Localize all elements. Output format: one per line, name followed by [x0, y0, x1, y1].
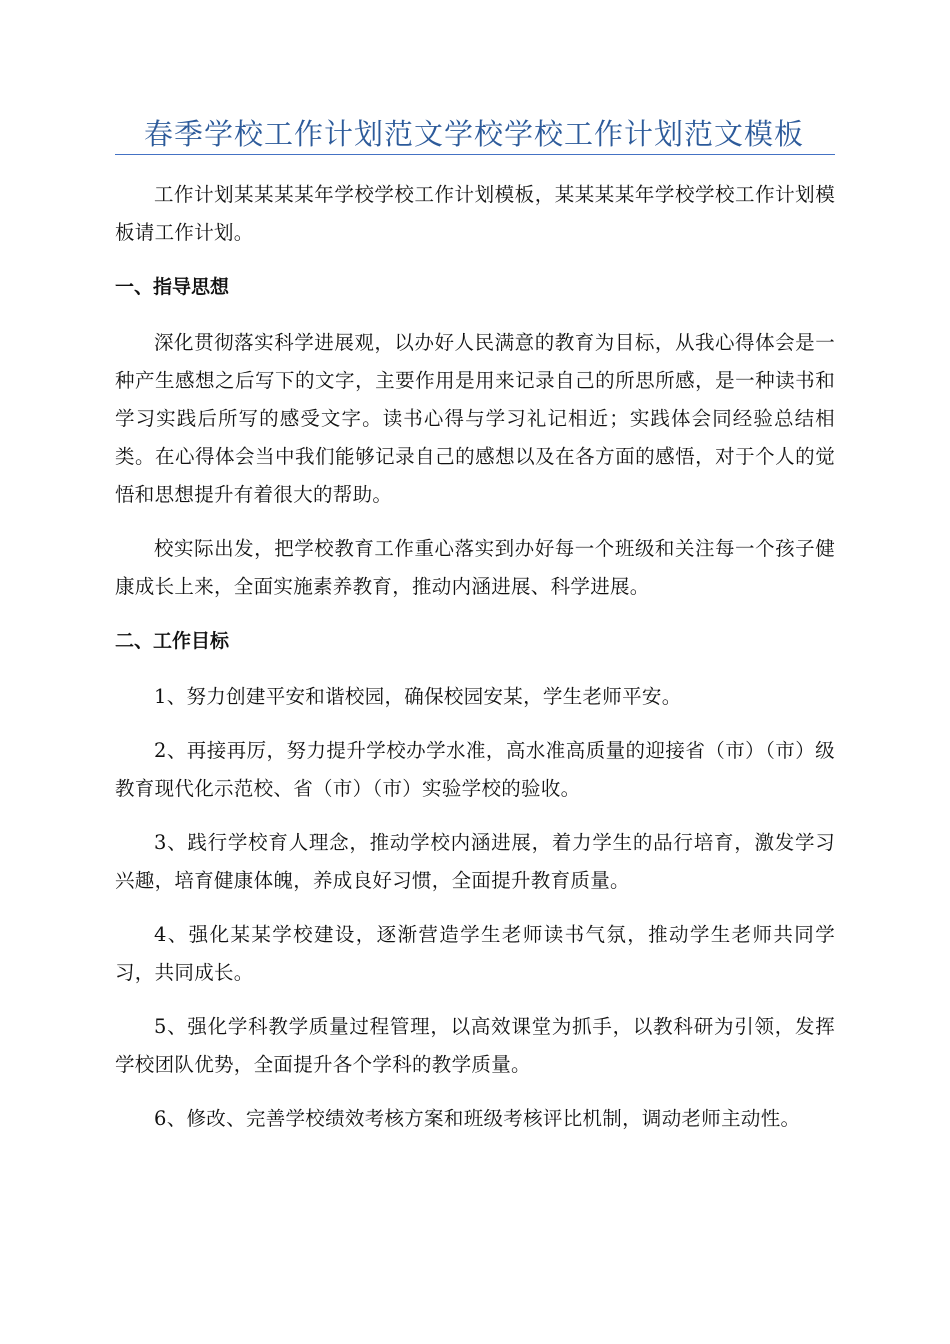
paragraph: 深化贯彻落实科学进展观，以办好人民满意的教育为目标，从我心得体会是一种产生感想之后写下的文字，主要作用是用来记录自己的所思所感，是一种读书和学习实践后所写的感受文字。读书心得与学习礼记相近；实践体会同经验总结相类。在心得体会当中我们能够记录自己的感想以及在各方面的感悟，对于个人的觉悟和思想提升有着很大的帮助。 — [115, 331, 835, 506]
document-body — [115, 176, 835, 1154]
list-item: 6、修改、完善学校绩效考核方案和班级考核评比机制，调动老师主动性。 — [154, 1107, 801, 1130]
paragraph: 校实际出发，把学校教育工作重心落实到办好每一个班级和关注每一个孩子健康成长上来，全面实施素养教育，推动内涵进展、科学进展。 — [115, 537, 835, 598]
list-item: 1、努力创建平安和谐校园，确保校园安某，学生老师平安。 — [154, 685, 682, 708]
document-title: 春季学校工作计划范文学校学校工作计划范文模板 — [143, 117, 804, 151]
title-underline — [115, 154, 835, 155]
intro-paragraph: 工作计划某某某某年学校学校工作计划模板，某某某某年学校学校工作计划模板请工作计划。 — [115, 183, 835, 244]
section-heading-guiding-ideology: 一、指导思想 — [115, 276, 230, 298]
list-item: 3、践行学校育人理念，推动学校内涵进展，着力学生的品行培育，激发学习兴趣，培育健康体魄，养成良好习惯，全面提升教育质量。 — [115, 831, 835, 892]
section-heading-work-goals: 二、工作目标 — [115, 630, 230, 652]
list-item: 4、强化某某学校建设，逐渐营造学生老师读书气氛，推动学生老师共同学习，共同成长。 — [115, 923, 835, 984]
list-item: 5、强化学科教学质量过程管理，以高效课堂为抓手，以教科研为引领，发挥学校团队优势，全面提升各个学科的教学质量。 — [115, 1015, 835, 1076]
list-item: 2、再接再厉，努力提升学校办学水准，高水准高质量的迎接省（市）（市）级教育现代化示范校、省（市）（市）实验学校的验收。 — [115, 739, 835, 800]
